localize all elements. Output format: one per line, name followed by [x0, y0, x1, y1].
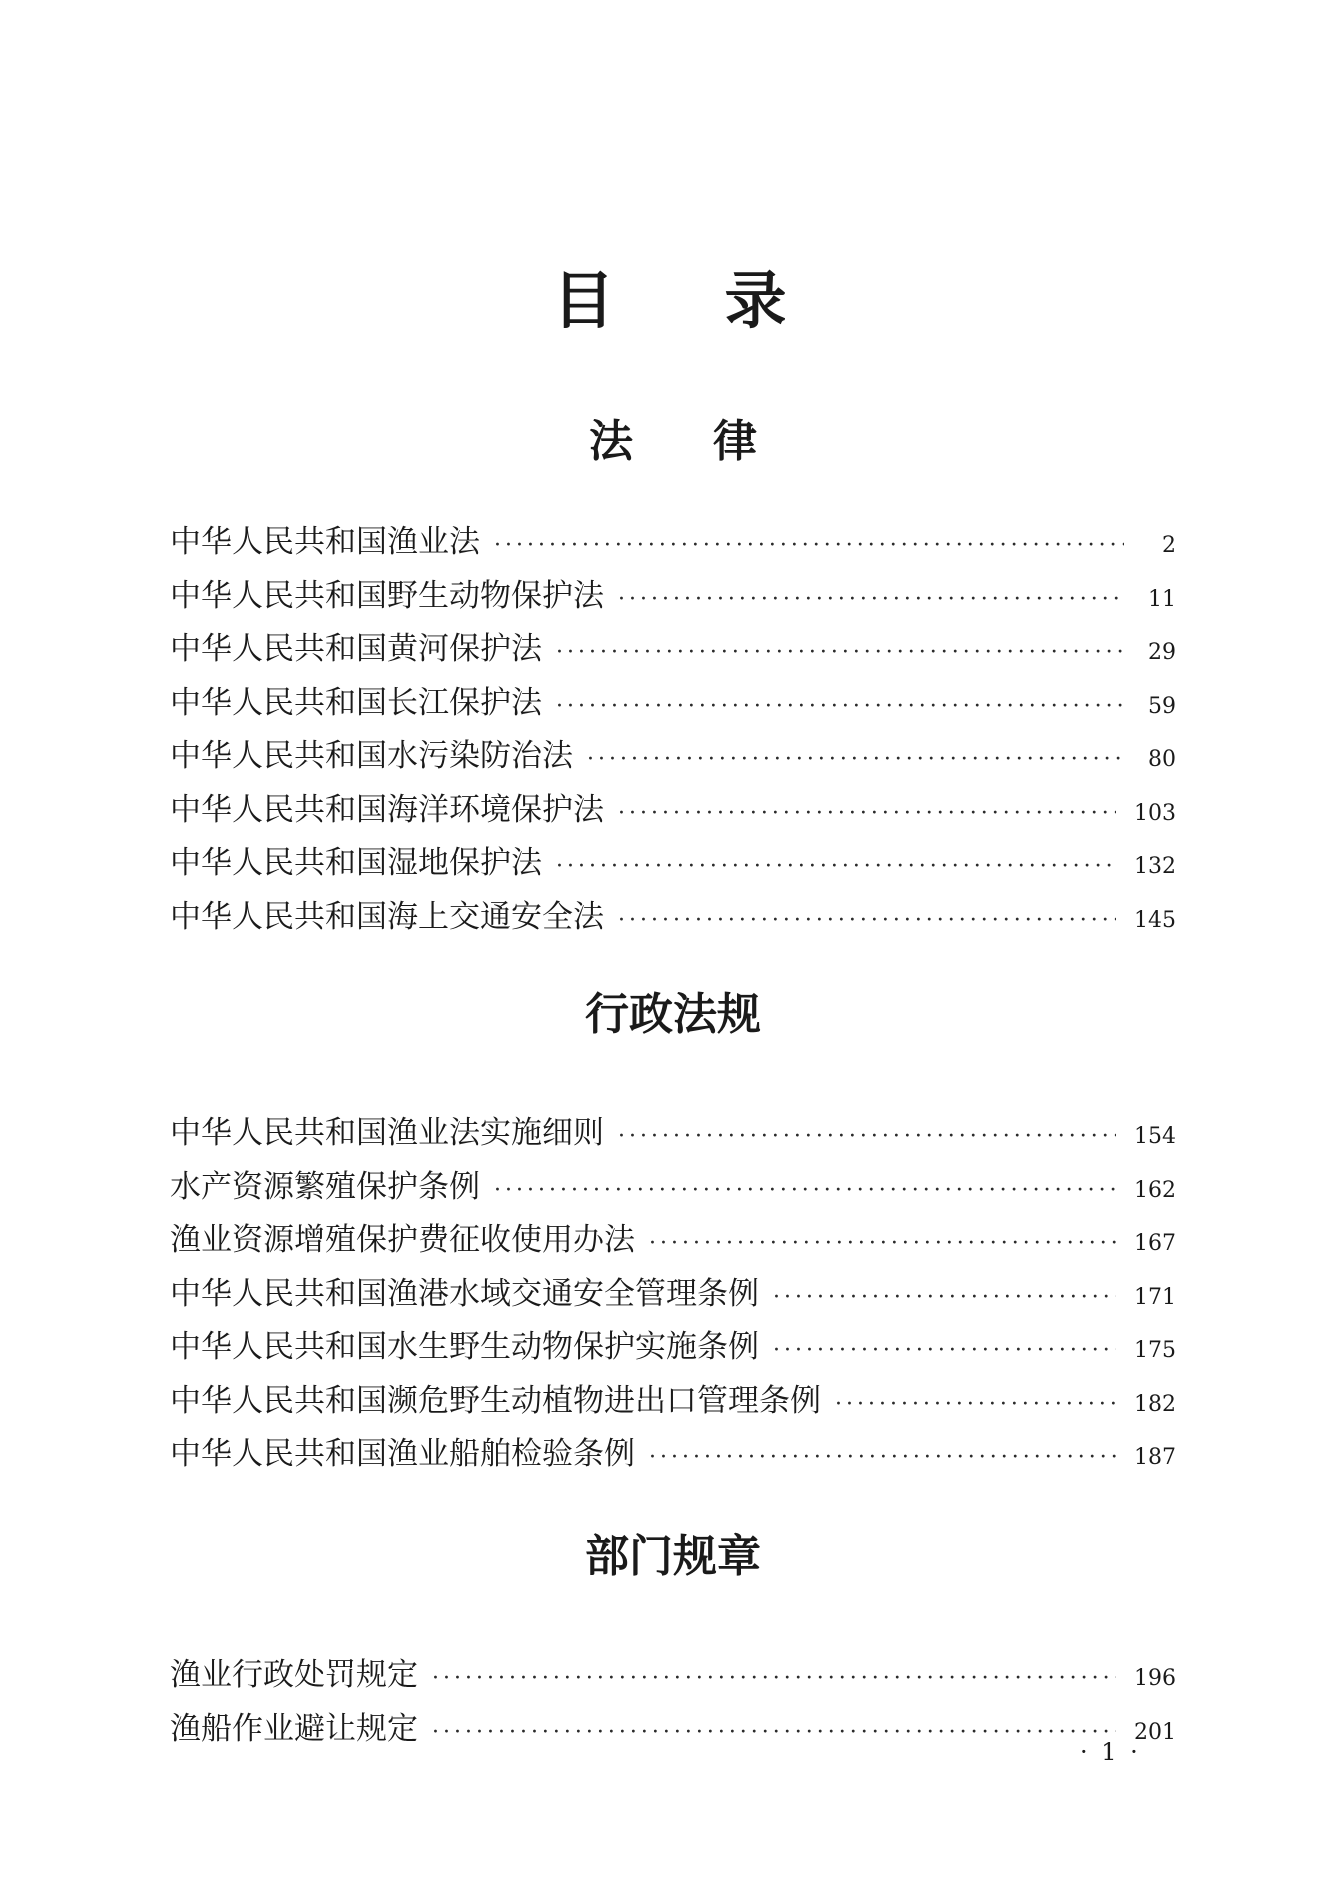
toc-entry[interactable] — [170, 1375, 1176, 1429]
toc-entry-page: 162 — [1134, 1177, 1176, 1203]
toc-entry-title: 中华人民共和国渔业法实施细则 — [170, 1115, 604, 1151]
toc-entry[interactable] — [170, 891, 1176, 945]
toc-entry-title: 中华人民共和国水生野生动物保护实施条例 — [170, 1329, 759, 1365]
toc-entry-page: 80 — [1148, 747, 1176, 772]
toc-entry[interactable] — [170, 784, 1176, 838]
page-number: · 1 · — [1080, 1738, 1141, 1766]
toc-entry-page: 175 — [1134, 1338, 1176, 1363]
toc-entry[interactable] — [170, 623, 1176, 677]
dot-leader — [432, 1652, 1116, 1706]
toc-entry-page: 154 — [1134, 1124, 1176, 1149]
page-title: 目录 — [552, 263, 897, 337]
toc-entry-list — [170, 1649, 1176, 1756]
toc-section-administrative-regulations — [170, 989, 1176, 1482]
toc-entry-page: 201 — [1134, 1719, 1176, 1745]
dot-leader — [587, 733, 1124, 787]
dot-leader — [618, 573, 1124, 627]
dot-leader — [556, 680, 1124, 734]
toc-entry[interactable] — [170, 1214, 1176, 1268]
toc-entry-page: 2 — [1162, 533, 1176, 558]
toc-entry[interactable] — [170, 1649, 1176, 1703]
toc-entry-title: 中华人民共和国水污染防治法 — [170, 738, 573, 774]
dot-leader — [773, 1324, 1116, 1378]
toc-entry-title: 中华人民共和国渔港水域交通安全管理条例 — [170, 1275, 759, 1312]
toc-entry-page: 29 — [1148, 640, 1176, 665]
toc-entry-title: 渔业行政处罚规定 — [170, 1657, 418, 1693]
toc-entry[interactable] — [170, 1107, 1176, 1161]
toc-entry-page: 132 — [1134, 854, 1176, 879]
dot-leader — [432, 1706, 1116, 1760]
dot-leader — [556, 626, 1124, 680]
toc-entry-list — [170, 516, 1176, 944]
dot-leader — [835, 1378, 1116, 1432]
dot-leader — [618, 894, 1116, 948]
toc-entry-page: 59 — [1148, 693, 1176, 719]
toc-entry-title: 中华人民共和国湿地保护法 — [170, 845, 542, 881]
toc-entry-title: 中华人民共和国渔业船舶检验条例 — [170, 1436, 635, 1472]
toc-entry-title: 中华人民共和国海上交通安全法 — [170, 898, 604, 935]
toc-entry-page: 11 — [1148, 586, 1176, 612]
section-heading: 行政法规 — [585, 989, 761, 1040]
toc-entry-title: 中华人民共和国濒危野生动植物进出口管理条例 — [170, 1382, 821, 1419]
toc-entry[interactable] — [170, 837, 1176, 891]
toc-entry-page: 182 — [1134, 1391, 1176, 1417]
toc-entry-page: 167 — [1134, 1231, 1176, 1256]
toc-entry[interactable] — [170, 1161, 1176, 1215]
toc-entry-page: 196 — [1134, 1666, 1176, 1691]
toc-entry[interactable] — [170, 1321, 1176, 1375]
toc-entry[interactable] — [170, 677, 1176, 731]
dot-leader — [556, 840, 1116, 894]
toc-entry[interactable] — [170, 570, 1176, 624]
toc-entry-page: 145 — [1134, 907, 1176, 933]
dot-leader — [494, 519, 1124, 573]
toc-entry-title: 渔业资源增殖保护费征收使用办法 — [170, 1222, 635, 1258]
toc-entry[interactable] — [170, 730, 1176, 784]
toc-entry-title: 中华人民共和国海洋环境保护法 — [170, 791, 604, 828]
toc-section-laws — [170, 416, 1176, 944]
toc-entry[interactable] — [170, 1268, 1176, 1322]
section-heading: 部门规章 — [585, 1531, 761, 1582]
dot-leader — [773, 1271, 1116, 1325]
toc-entry-title: 水产资源繁殖保护条例 — [170, 1168, 480, 1205]
toc-entry-title: 中华人民共和国黄河保护法 — [170, 631, 542, 667]
toc-entry-page: 171 — [1134, 1284, 1176, 1310]
dot-leader — [649, 1431, 1116, 1485]
toc-entry[interactable] — [170, 1428, 1176, 1482]
toc-entry-title: 中华人民共和国野生动物保护法 — [170, 577, 604, 614]
dot-leader — [494, 1164, 1116, 1218]
toc-entry[interactable] — [170, 516, 1176, 570]
toc-entry-title: 渔船作业避让规定 — [170, 1710, 418, 1747]
toc-entry-title: 中华人民共和国长江保护法 — [170, 684, 542, 721]
dot-leader — [618, 1110, 1116, 1164]
toc-entry-page: 103 — [1134, 800, 1176, 826]
section-heading: 法律 — [589, 416, 837, 467]
toc-entry-list — [170, 1107, 1176, 1482]
toc-entry-title: 中华人民共和国渔业法 — [170, 524, 480, 560]
dot-leader — [649, 1217, 1116, 1271]
toc-entry-page: 187 — [1134, 1445, 1176, 1470]
dot-leader — [618, 787, 1116, 841]
toc-entry[interactable] — [170, 1703, 1176, 1757]
toc-section-departmental-rules — [170, 1531, 1176, 1756]
